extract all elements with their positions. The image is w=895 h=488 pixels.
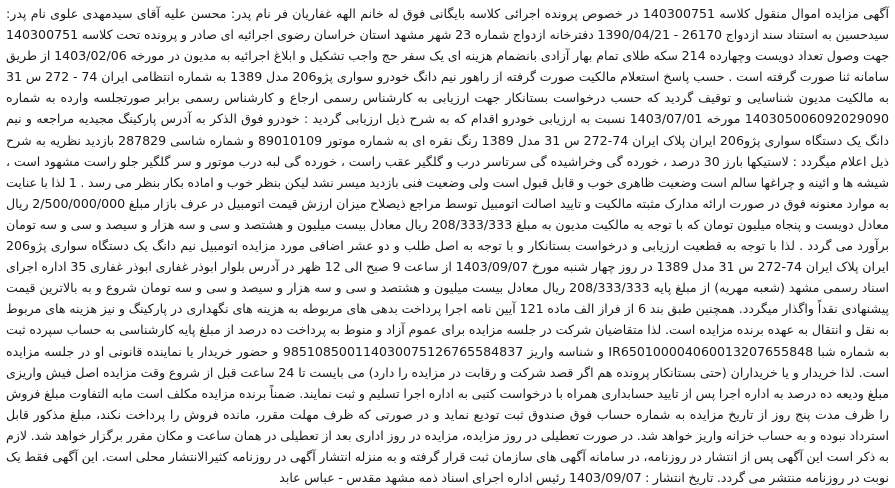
auction-notice-text: آگهی مزایده اموال منقول کلاسه 140300751 در خصوص پرونده اجرائی کلاسه بایگانی فوق له خانم الهه غفاریان فر نام پدر: محسن علیه آقای سیدمهدی علوی نام پدر: سیدحسین به استناد سند ازدواج 26170 - 1390/04/21 دفترخانه ازدواج شماره 23 شهر مشهد استان خراسان رضوی اجرائیه ای صادر و پرونده تحت کلاسه 140300751 جهت وصول تعداد دویست وچهارده 214 سکه طلای تمام بهار آزادی بانضمام هزینه ای یک سفر حج واجب تشکیل و ابلاغ اجرائیه به مدیون در مورخه 1403/02/06 از طریق سامانه ثنا صورت گرفته است . حسب پاسخ استعلام مالکیت صورت گرفته از راهور نیم دانگ خودرو سواری پژو206 مدل 1389 به شماره انتظامی ایران 74 - 272 س 31 به مالکیت مدیون شناسایی و توقیف گردید که حسب درخواست بستانکار جهت ارزیابی به کارشناس رسمی ارجاع و کارشناس رسمی برابر صورتجلسه وارده به شماره 140305006092029090 مورخه 1403/07/01 نسبت به ارزیابی خودرو اقدام که به شرح ذیل ارزیابی گردید : خودرو فوق الذکر به آدرس پارکینگ مجیدیه مراجعه و نیم دانگ یک دستگاه سواری پژو206 ایران پلاک ایران 74-272 س 31 مدل 1389 رنگ نقره ای به شماره موتور 89010109 و شماره شاسی 287829 بازدید نظریه به شرح ذیل اعلام میگردد : لاستیکها بارز 30 درصد ، خورده گی وخراشیده گی سرتاسر درب و گلگیر عقب راست ، خورده گی لبه درب موتور و سر گلگیر جلو راست مشهود است ، شیشه ها و ائینه و چراغها سالم است وضعیت ظاهری خوب و قابل قبول است ولی وضعیت فنی بازدید میسر نشد لیکن بنظر خوب و اماده بکار بنظر می رسد . 1 لذا با عنایت به موارد معنونه فوق در صورت ارائه مدارک مثبته مالکیت و تایید اصالت اتومبیل توسط مراجع ذیصلاح میزان ارزش قیمت اتومبیل در عرف بازار مبلغ 2/500/000/000 ریال معادل دویست و پنجاه میلیون تومان که با توجه به مالکیت مدیون به مبلغ 208/333/333 ریال معادل بیست میلیون و هشتصد و سی و سه هزار و سیصد و سی و سه تومان برآورد می گردد . لذا با توجه به قطعیت ارزیابی و درخواست بستانکار و با توجه به اصل طلب و دو عشر اضافی مورد مزایده اتومبیل نیم دانگ یک دستگاه سواری پژو206 ایران پلاک ایران 74-272 س 31 مدل 1389 در روز چهار شنبه مورخ 1403/09/07 از ساعت 9 صبح الی 12 ظهر در آدرس بلوار ابوذر غفاری ابوذر غفاری 35 اداره اجرای اسناد رسمی مشهد (شعبه مهریه) از مبلغ پایه 208/333/333 ریال معادل بیست میلیون و هشتصد و سی و سه هزار و سیصد و سی و سه تومان شروع و به بالاترین قیمت پیشنهادی نقداً واگذار میگردد. همچنین طبق بند 6 از فراز الف ماده 121 آیین نامه اجرا پرداخت بدهی های مربوطه به هزینه های نگهداری در پارکینگ و نیز هزینه های مربوط به نقل و انتقال به عهده برنده مزایده است. لذا متقاضیان شرکت در جلسه مزایده برای عموم آزاد و منوط به پرداخت ده درصد از مبلغ پایه کارشناسی به حساب سپرده ثبت به شماره شبا IR650100004060013207655848 و شناسه واریز 985108500114030075126765584837 و حضور خریدار یا نماینده قانونی او در جلسه مزایده است. لذا خریدار و یا خریداران (حتی بستانکار پرونده هم اگر قصد شرکت و رقابت در مزایده را دارد) می بایست تا 24 ساعت قبل از شروع وقت مزایده اصل فیش واریزی مبلغ ودیعه ده درصد به اداره اجرا پس از تایید حسابداری همراه با درخواست کتبی به اداره اجرا تسلیم و ثبت نمایند. ضمناً برنده مزایده مکلف است مابه التفاوت مبلغ فروش را ظرف مدت پنج روز از تاریخ مزایده به شماره حساب فوق صندوق ثبت تودیع نماید و در صورتی که ظرف مهلت مقرر، مانده فروش را پرداخت نکند، مبلغ مذکور قابل استرداد نبوده و به حساب خزانه واریز خواهد شد. در صورت تعطیلی در روز مزایده، مزایده در روز اداری بعد از تعطیلی در همان ساعت و مکان مقرر برگزار خواهد شد. لازم به ذکر است این آگهی پس از انتشار در روزنامه، در سامانه آگهی های سازمان ثبت قرار گرفته و به منزله انتشار آگهی در روزنامه کثیرالانتشار محلی است. این آگهی فقط یک نوبت در روزنامه منتشر می گردد. تاریخ انتشار : 1403/09/07 رئیس اداره اجرای اسناد ذمه مشهد مقدس - عباس عابد [6,6,890,486]
